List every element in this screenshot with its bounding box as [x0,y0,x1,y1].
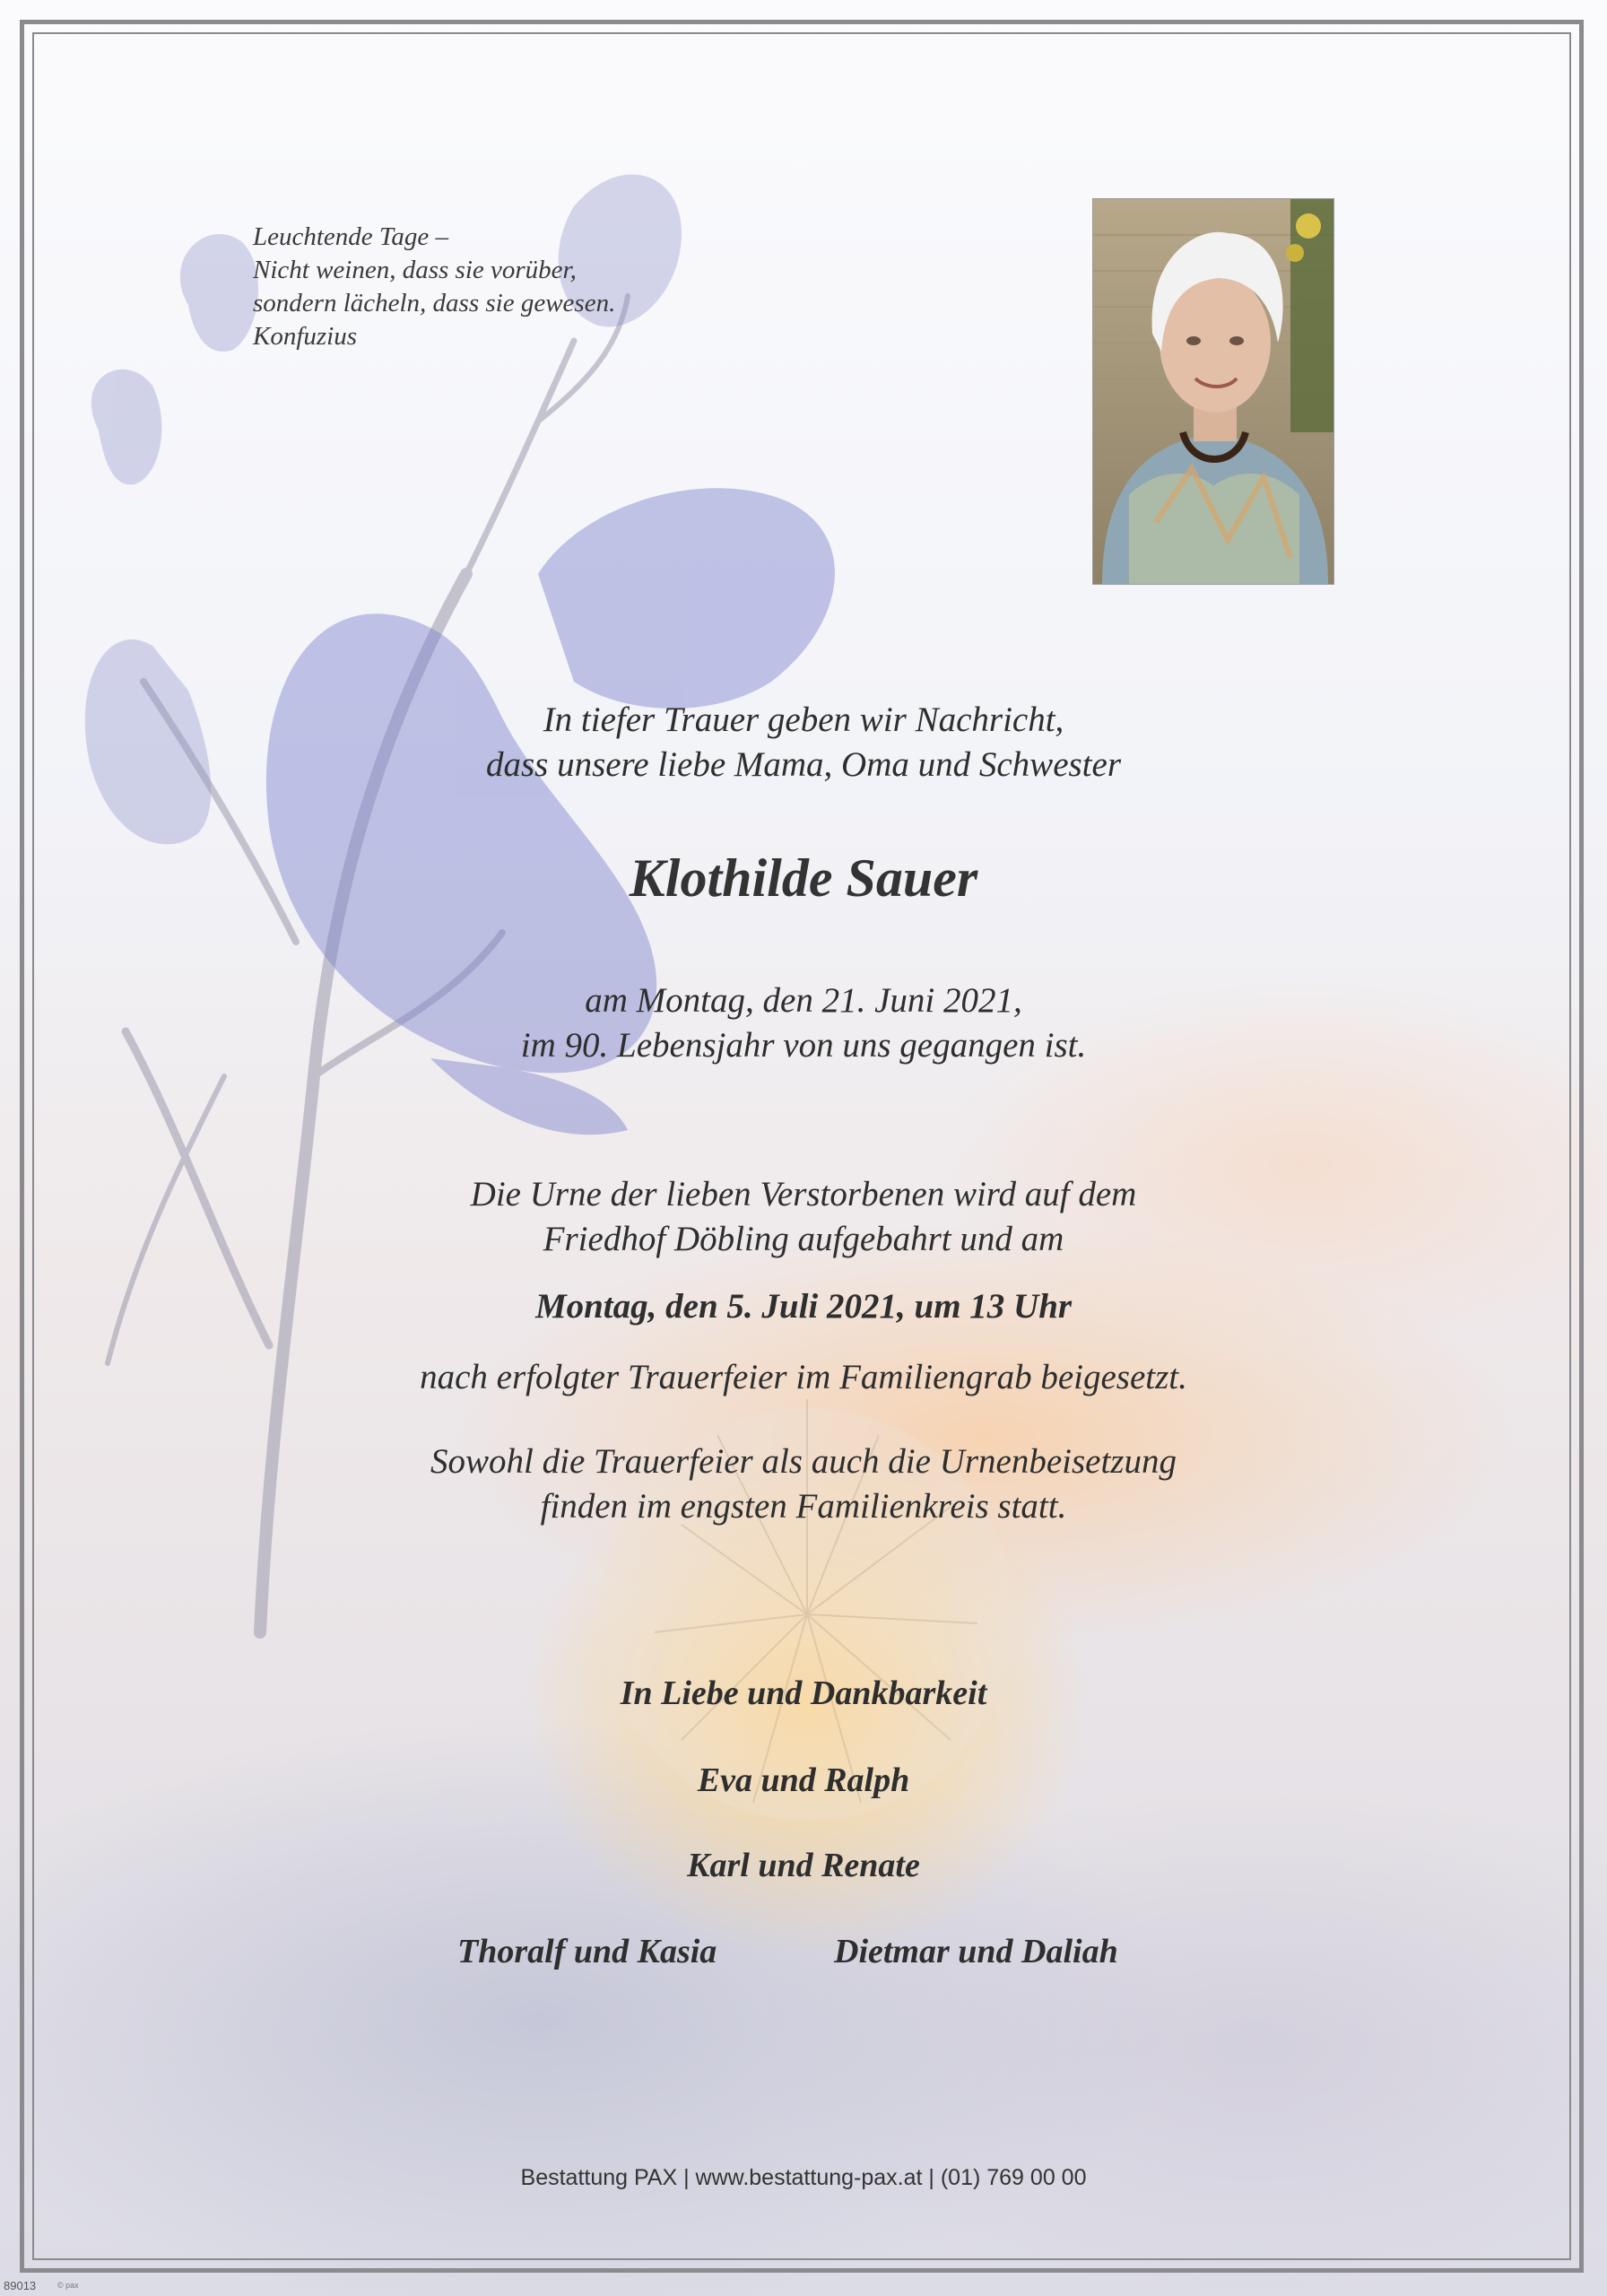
private-ceremony-line: finden im engsten Familienkreis statt. [540,1487,1067,1526]
private-ceremony-block [0,1439,1607,1529]
quote-block [253,221,615,353]
mourner-names: Karl und Renate [687,1847,920,1884]
mourner-names: Thoralf und Kasia [457,1933,717,1970]
intro-line: In tiefer Trauer geben wir Nachricht, [543,700,1064,739]
deceased-name: Klothilde Sauer [629,848,978,908]
print-code: 89013 [4,2279,37,2292]
private-ceremony-line: Sowohl die Trauerfeier als auch die Urnenbeisetzung [430,1442,1177,1481]
inner-border-frame [32,32,1571,2260]
burial-date: Montag, den 5. Juli 2021, um 13 Uhr [534,1287,1073,1326]
announcement-intro [0,698,1607,787]
urn-info-line: Friedhof Döbling aufgebahrt und am [543,1220,1064,1258]
death-date-line: am Montag, den 21. Juni 2021, [585,981,1022,1020]
mourner-names: Dietmar und Daliah [834,1933,1118,1970]
quote-author: Konfuzius [253,322,358,351]
quote-line: Leuchtende Tage – [253,222,449,251]
urn-info-line: Die Urne der lieben Verstorbenen wird auf dem [470,1175,1137,1213]
burial-info-line: nach erfolgter Trauerfeier im Familiengrab beigesetzt. [420,1358,1187,1396]
quote-line: Nicht weinen, dass sie vorüber, [253,256,577,284]
age-line: im 90. Lebensjahr von uns gegangen ist. [520,1026,1087,1065]
quote-line: sondern lächeln, dass sie gewesen. [253,289,616,317]
mourner-names: Eva und Ralph [697,1761,910,1799]
closing-phrase: In Liebe und Dankbarkeit [620,1674,987,1712]
deceased-portrait-photo [1092,198,1334,585]
urn-info-block [0,1172,1607,1262]
print-mark: © pax [57,2281,79,2290]
death-date-block [0,978,1607,1068]
portrait-image [1093,199,1333,584]
intro-line: dass unsere liebe Mama, Oma und Schwester [485,745,1122,784]
funeral-home-footer: Bestattung PAX | www.bestattung-pax.at | (01) 769 00 00 [520,2165,1087,2190]
